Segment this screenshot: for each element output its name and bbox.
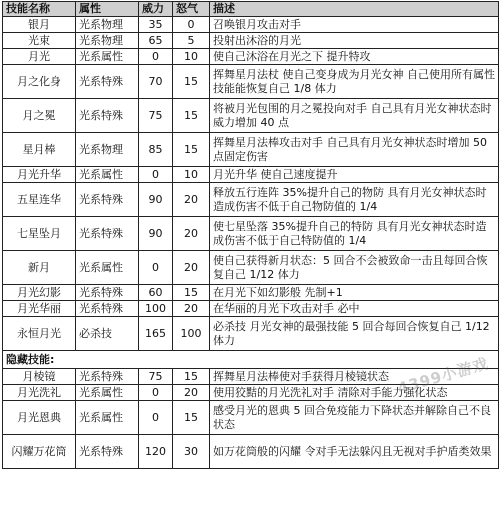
table-row (3, 369, 499, 385)
skill-power: 0 (139, 49, 173, 65)
skill-name: 月光 (3, 49, 76, 65)
header-desc: 描述 (210, 2, 499, 17)
skill-name: 月之冕 (3, 99, 76, 133)
skill-name: 永恒月光 (3, 317, 76, 351)
hidden-skills-title: 隐藏技能: (3, 351, 499, 369)
skill-desc: 将被月光包围的月之冕投向对手 自己具有月光女神状态时威力增加 40 点 (210, 99, 499, 133)
skill-rage: 20 (173, 183, 210, 217)
skill-attr: 光系特殊 (76, 217, 139, 251)
skill-rage: 15 (173, 285, 210, 301)
skill-power: 0 (139, 385, 173, 401)
skill-power: 70 (139, 65, 173, 99)
skill-power: 120 (139, 435, 173, 469)
skill-rage: 10 (173, 167, 210, 183)
skill-name: 月棱镜 (3, 369, 76, 385)
table-row (3, 317, 499, 351)
skill-attr: 光系属性 (76, 167, 139, 183)
skill-table (2, 1, 499, 469)
skill-power: 35 (139, 17, 173, 33)
skill-name: 星月棒 (3, 133, 76, 167)
table-row (3, 133, 499, 167)
table-row (3, 435, 499, 469)
skill-attr: 光系特殊 (76, 99, 139, 133)
skill-rage: 100 (173, 317, 210, 351)
table-row (3, 99, 499, 133)
skill-power: 165 (139, 317, 173, 351)
skill-power: 75 (139, 99, 173, 133)
skill-desc: 使自己获得新月状态：5 回合不会被致命一击且每回合恢复自己 1/12 体力 (210, 251, 499, 285)
header-attr: 属性 (76, 2, 139, 17)
skill-rage: 20 (173, 251, 210, 285)
skill-rage: 15 (173, 401, 210, 435)
table-row (3, 167, 499, 183)
table-row (3, 65, 499, 99)
skill-power: 65 (139, 33, 173, 49)
skill-desc: 挥舞星月法杖 使自己变身成为月光女神 自己使用所有属性技能能恢复自己 1/8 体力 (210, 65, 499, 99)
skill-name: 闪耀万花筒 (3, 435, 76, 469)
skill-attr: 光系特殊 (76, 285, 139, 301)
skill-rage: 15 (173, 65, 210, 99)
skill-rage: 15 (173, 99, 210, 133)
skill-attr: 光系属性 (76, 251, 139, 285)
skill-name: 月光洗礼 (3, 385, 76, 401)
skill-name: 银月 (3, 17, 76, 33)
table-row (3, 49, 499, 65)
skill-name: 七星坠月 (3, 217, 76, 251)
skill-rage: 15 (173, 369, 210, 385)
skill-rage: 20 (173, 217, 210, 251)
header-power: 威力 (139, 2, 173, 17)
skill-attr: 光系物理 (76, 17, 139, 33)
skill-power: 100 (139, 301, 173, 317)
skill-attr: 光系特殊 (76, 183, 139, 217)
header-rage: 怒气 (173, 2, 210, 17)
skill-desc: 挥舞星月法棒使对手获得月棱镜状态 (210, 369, 499, 385)
skill-attr: 光系属性 (76, 385, 139, 401)
skill-desc: 挥舞星月法棒攻击对手 自己具有月光女神状态时增加 50 点固定伤害 (210, 133, 499, 167)
hidden-skills-section-row (3, 351, 499, 369)
header-row (3, 2, 499, 17)
table-row (3, 251, 499, 285)
skill-rage: 10 (173, 49, 210, 65)
skill-desc: 在月光下如幻影般 先制+1 (210, 285, 499, 301)
skill-power: 0 (139, 401, 173, 435)
skill-attr: 光系属性 (76, 401, 139, 435)
skill-attr: 光系物理 (76, 33, 139, 49)
skill-attr: 光系特殊 (76, 65, 139, 99)
skill-desc: 如万花筒般的闪耀 令对手无法躲闪且无视对手护盾类效果 (210, 435, 499, 469)
skill-rage: 0 (173, 17, 210, 33)
skill-desc: 释放五行连阵 35%提升自己的物防 具有月光女神状态时造成伤害不低于自己物防值的 1/4 (210, 183, 499, 217)
skill-desc: 召唤银月攻击对手 (210, 17, 499, 33)
skill-name: 月之化身 (3, 65, 76, 99)
skill-rage: 15 (173, 133, 210, 167)
skill-power: 90 (139, 217, 173, 251)
skill-rage: 20 (173, 385, 210, 401)
header-name: 技能名称 (3, 2, 76, 17)
table-row (3, 301, 499, 317)
table-row (3, 285, 499, 301)
skill-desc: 必杀技 月光女神的最强技能 5 回合每回合恢复自己 1/12 体力 (210, 317, 499, 351)
skill-rage: 30 (173, 435, 210, 469)
skill-name: 月光幻影 (3, 285, 76, 301)
skill-power: 0 (139, 167, 173, 183)
skill-attr: 光系特殊 (76, 369, 139, 385)
skill-attr: 必杀技 (76, 317, 139, 351)
watermark-logo: 4399小游戏 (395, 354, 491, 398)
skill-attr: 光系特殊 (76, 301, 139, 317)
skill-attr: 光系特殊 (76, 435, 139, 469)
skill-name: 月光升华 (3, 167, 76, 183)
skill-desc: 月光升华 使自己速度提升 (210, 167, 499, 183)
skill-power: 75 (139, 369, 173, 385)
table-row (3, 401, 499, 435)
skill-desc: 在华丽的月光下攻击对手 必中 (210, 301, 499, 317)
table-row (3, 33, 499, 49)
skill-name: 五星连华 (3, 183, 76, 217)
skill-rage: 5 (173, 33, 210, 49)
skill-desc: 使七星坠落 35%提升自己的特防 具有月光女神状态时造成伤害不低于自己特防值的 1/4 (210, 217, 499, 251)
skill-desc: 投射出沐浴的月光 (210, 33, 499, 49)
skill-power: 60 (139, 285, 173, 301)
table-row (3, 217, 499, 251)
skill-name: 月光恩典 (3, 401, 76, 435)
skill-power: 0 (139, 251, 173, 285)
table-row (3, 183, 499, 217)
skill-desc: 感受月光的恩典 5 回合免疫能力下降状态并解除自己不良状态 (210, 401, 499, 435)
skill-attr: 光系物理 (76, 133, 139, 167)
skill-name: 新月 (3, 251, 76, 285)
skill-desc: 使自己沐浴在月光之下 提升特攻 (210, 49, 499, 65)
skill-name: 月光华丽 (3, 301, 76, 317)
skill-attr: 光系属性 (76, 49, 139, 65)
skill-desc: 使用狡黠的月光洗礼对手 清除对手能力强化状态 (210, 385, 499, 401)
table-row (3, 17, 499, 33)
table-row (3, 385, 499, 401)
skill-power: 85 (139, 133, 173, 167)
skill-rage: 20 (173, 301, 210, 317)
skill-power: 90 (139, 183, 173, 217)
skill-name: 光束 (3, 33, 76, 49)
